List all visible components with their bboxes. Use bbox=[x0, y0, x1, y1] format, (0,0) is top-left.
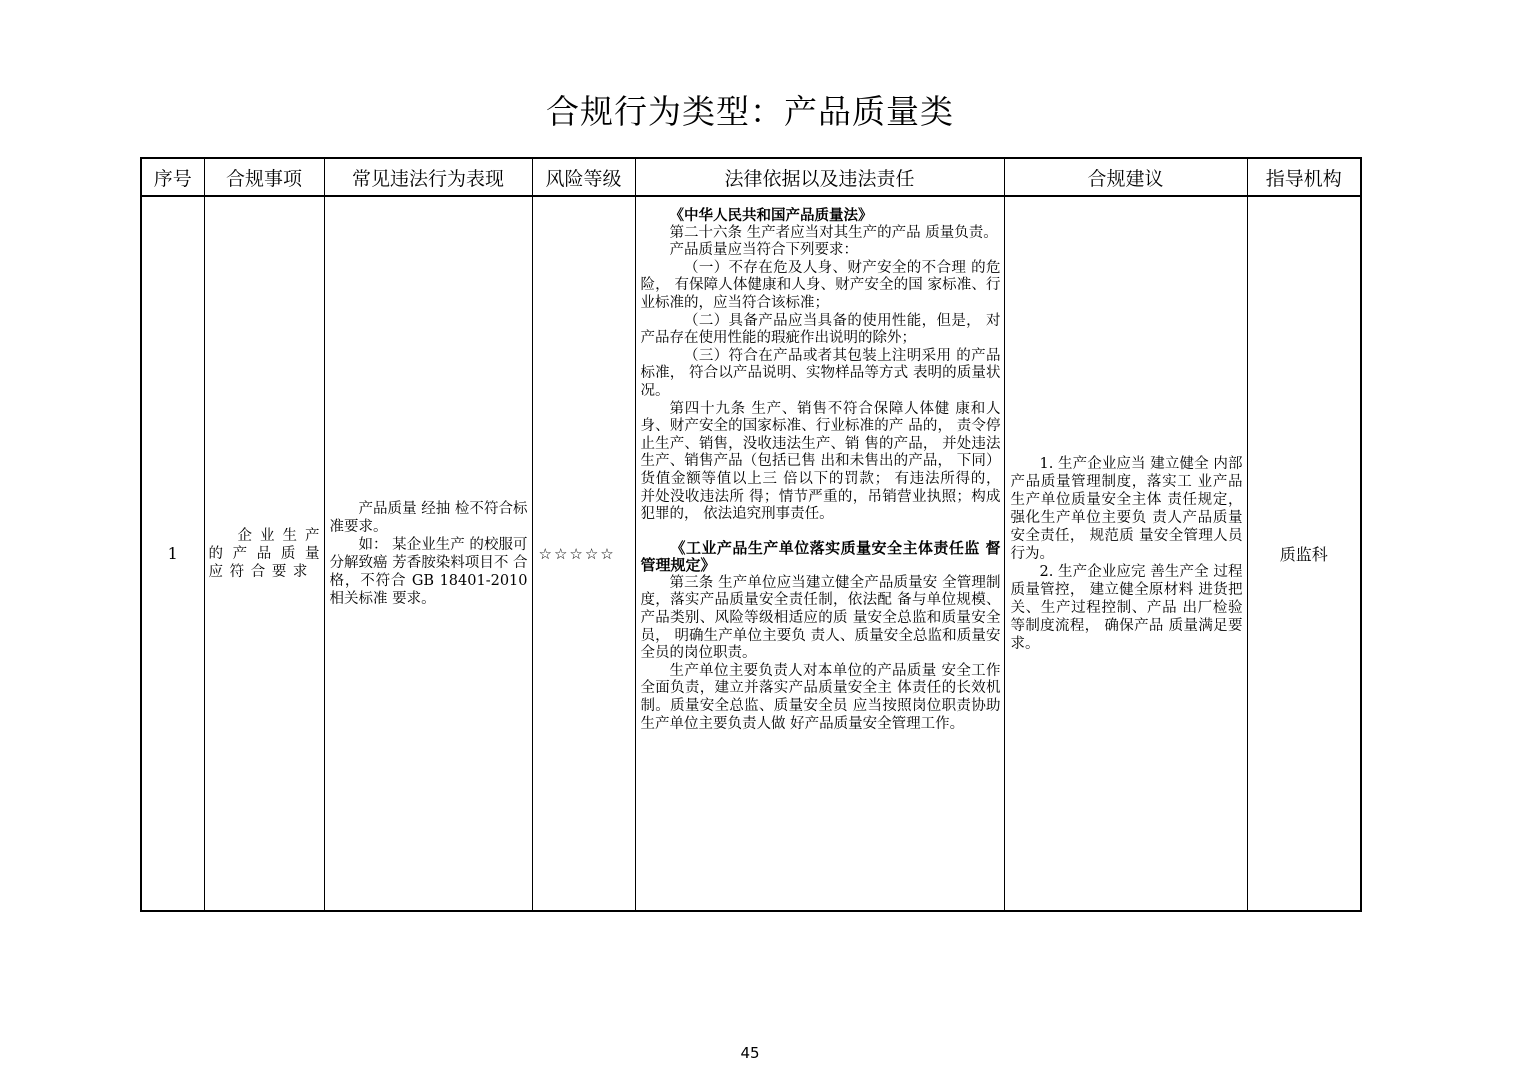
page-title: 合规行为类型：产品质量类 bbox=[546, 92, 954, 131]
header-risk-level: 风险等级 bbox=[532, 158, 635, 196]
cell-seq: 1 bbox=[141, 196, 204, 911]
law-paragraph: 第二十六条 生产者应当对其生产的产品 质量负责。 bbox=[669, 224, 998, 241]
header-law: 法律依据以及违法责任 bbox=[635, 158, 1004, 196]
behavior-text: 产品质量 经抽 检不符合标准要求。 bbox=[329, 500, 528, 535]
law-paragraph: （一）不存在危及人身、财产安全的不合理 的危险， 有保障人体健康和人身、财产安全的国 家标准、行业标准的，应当符合该标准； bbox=[640, 259, 1001, 311]
cell-matter bbox=[204, 196, 324, 911]
cell-behaviors bbox=[324, 196, 532, 911]
header-seq: 序号 bbox=[141, 158, 204, 196]
risk-stars: ☆☆☆☆☆ bbox=[538, 544, 616, 563]
law-paragraph: （二）具备产品应当具备的使用性能，但是， 对产品存在使用性能的瑕疵作出说明的除外； bbox=[640, 312, 1001, 347]
header-advice: 合规建议 bbox=[1004, 158, 1247, 196]
cell-law bbox=[635, 196, 1004, 911]
cell-advice bbox=[1004, 196, 1247, 911]
cell-risk-level bbox=[532, 196, 635, 911]
law-paragraph: 产品质量应当符合下列要求： bbox=[669, 242, 858, 259]
header-behaviors: 常见违法行为表现 bbox=[324, 158, 532, 196]
compliance-table bbox=[140, 157, 1362, 912]
law-title-product-quality: 《中华人民共和国产品质量法》 bbox=[669, 207, 873, 224]
table-row bbox=[141, 196, 1361, 911]
law-paragraph: （三）符合在产品或者其包装上注明采用 的产品标准， 符合以产品说明、实物样品等方式 表明的质量状况。 bbox=[640, 347, 1001, 399]
behavior-example: 如： 某企业生产 的校服可分解致癌 芳香胺染料项目不 合 格，不符合 GB 18401-2010 相关标准 要求。 bbox=[329, 536, 528, 607]
cell-org: 质监科 bbox=[1247, 196, 1361, 911]
table-header-row bbox=[141, 158, 1361, 196]
law-title-responsibility: 《工业产品生产单位落实质量安全主体责任监 督管理规定》 bbox=[640, 538, 1001, 575]
page-number: 45 bbox=[740, 1044, 760, 1062]
law-paragraph: 第四十九条 生产、销售不符合保障人体健 康和人身、财产安全的国家标准、行业标准的产 品的， 责令停止生产、销售，没收违法生产、销 售的产品， 并处违法生产、销售产品（包括已售 出和未售出的产品， 下同）货值金额等值以上三 倍以下的罚款； 有违法所得的， 并处没收违法所 得；情节严重的，吊销营业执照；构成犯罪的， 依法追究刑事责任。 bbox=[640, 400, 1001, 523]
advice-item: 1. 生产企业应当 建立健全 内部产品质量管理制度，落实工 业产品生产单位质量安全主体 责任规定， 强化生产单位主要负 责人产品质量安全责任， 规范质 量安全管理人员行为。 bbox=[1010, 455, 1243, 562]
header-matter: 合规事项 bbox=[204, 158, 324, 196]
header-org: 指导机构 bbox=[1247, 158, 1361, 196]
advice-item: 2. 生产企业应完 善生产全 过程质量管控， 建立健全原材料 进货把关、生产过程控制、产品 出厂检验等制度流程， 确保产品 质量满足要求。 bbox=[1010, 563, 1243, 652]
law-paragraph: 第三条 生产单位应当建立健全产品质量安 全管理制度，落实产品质量安全责任制，依法配 备与单位规模、产品类别、风险等级相适应的质 量安全总监和质量安全员， 明确生产单位主要负 责人、质量安全总监和质量安全员的岗位职责。 bbox=[640, 574, 1001, 662]
law-paragraph: 生产单位主要负责人对本单位的产品质量 安全工作全面负责，建立并落实产品质量安全主 体责任的长效机制。质量安全总监、质量安全员 应当按照岗位职责协助生产单位主要负责人做 好产品质量安全管理工作。 bbox=[640, 662, 1001, 732]
matter-text: 企 业 生 产 的 产 品 质 量 应 符 合 要 求 bbox=[208, 527, 321, 580]
